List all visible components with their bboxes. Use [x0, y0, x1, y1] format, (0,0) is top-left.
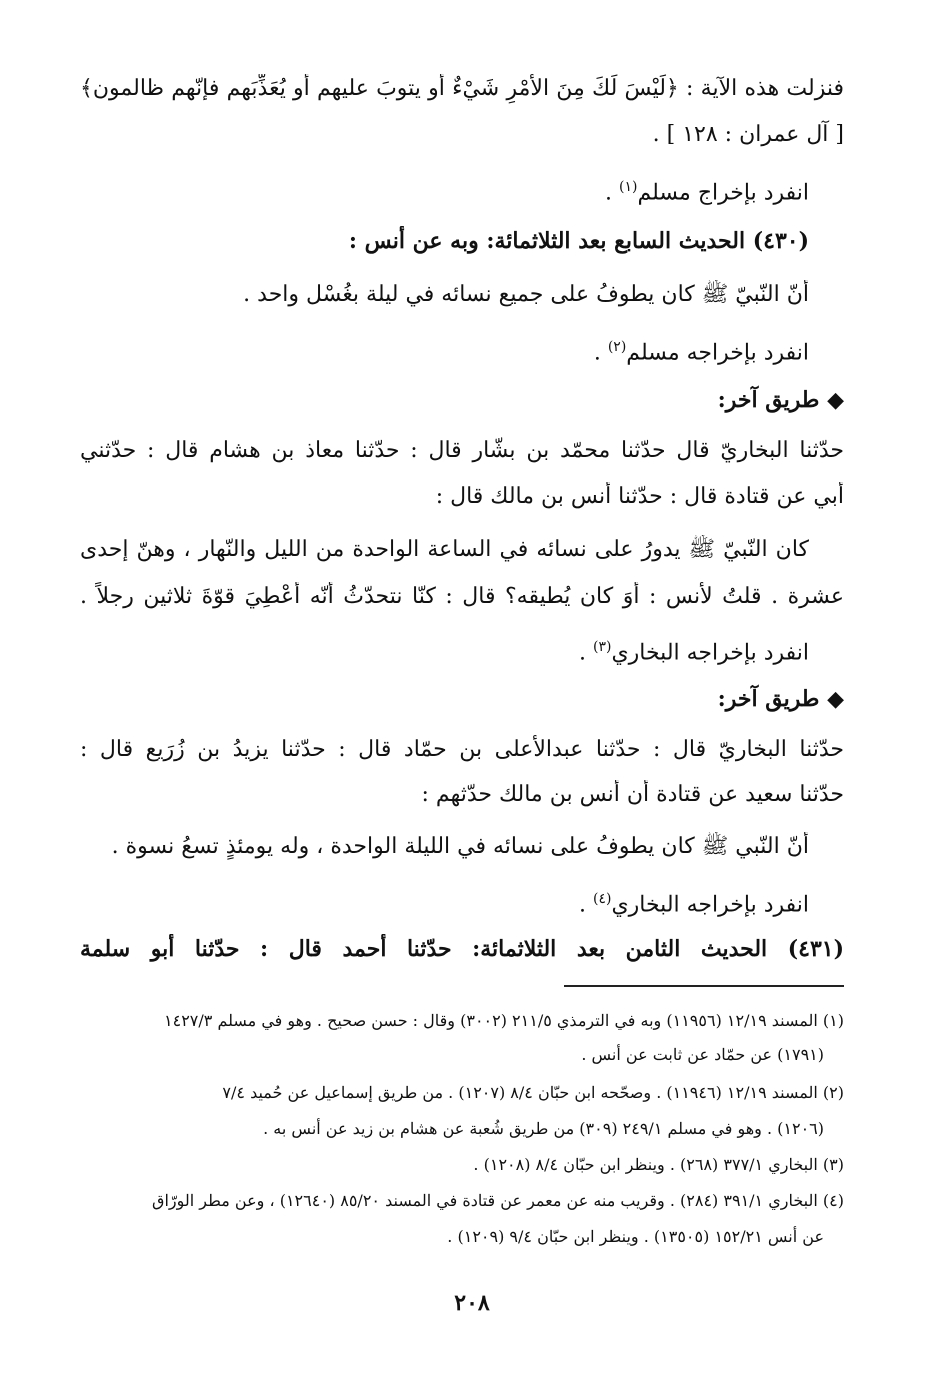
text-line: حدّثنا البخاريّ قال : حدّثنا عبدالأعلى بن حمّاد قال : حدّثنا يزيدُ بن زُرَيع قال : [80, 737, 844, 762]
text-line: أنّ النّبيّ ﷺ كان يطوفُ على جميع نسائه في ليلة بغُسْل واحد . [243, 282, 809, 307]
text-segment: انفرد بإخراجه البخاري [611, 892, 809, 918]
text-line: كان النّبيّ ﷺ يدورُ على نسائه في الساعة الواحدة من الليل والنّهار ، وهنّ إحدى [80, 537, 809, 562]
footnote-separator [564, 985, 844, 987]
footnote-line: عن أنس ١٥٢/٢١ (١٣٥٠٥) . وينظر ابن حبّان ٩/٤ (١٢٠٩) . [447, 1227, 824, 1246]
text-segment: انفرد بإخراج مسلم [637, 180, 809, 206]
text-line: [ آل عمران : ١٢٨ ] . [652, 122, 844, 147]
footnote-line: (٢) المسند ١٢/١٩ (١١٩٤٦) . وصحّحه ابن حبّان ٨/٤ (١٢٠٧) . من طريق إسماعيل عن حُميد ٧/٤ [222, 1083, 844, 1102]
text-line [80, 884, 809, 920]
footnote-marker: (٤) [592, 891, 612, 907]
page-number: ٢٠٨ [454, 1290, 490, 1316]
text-line [80, 632, 809, 668]
text-line [80, 332, 809, 368]
text-segment: انفرد بإخراجه البخاري [611, 640, 809, 666]
text-line [80, 172, 809, 208]
footnote-line: (٣) البخاري ٣٧٧/١ (٢٦٨) . وينظر ابن حبّان ٨/٤ (١٢٠٨) . [473, 1155, 844, 1174]
section-heading: ◆ طريق آخر: [717, 686, 844, 712]
footnote-line: (٤) البخاري ٣٩١/١ (٢٨٤) . وقريب منه عن معمر عن قتادة في المسند ٨٥/٢٠ (١٢٦٤٠) ، وعن مطر الورّاق [152, 1191, 844, 1210]
footnote-marker: (١) [619, 179, 638, 195]
text-segment: . [578, 892, 593, 918]
footnote-line: (١٢٠٦) . وهو في مسلم ٢٤٩/١ (٣٠٩) من طريق شُعبة عن هشام بن زيد عن أنس به . [263, 1119, 824, 1138]
text-line: فنزلت هذه الآية : ﴿لَيْسَ لَكَ مِنَ الأَمْرِ شَيْءٌ أو يتوبَ عليهم أو يُعَذِّبَهم فإنّهم ظالمون﴾ [80, 76, 844, 101]
footnote-marker: (٣) [592, 639, 612, 655]
hadith-heading: (٤٣٠) الحديث السابع بعد الثلاثمائة: وبه عن أنس : [348, 228, 809, 254]
text-line: حدّثنا سعيد عن قتادة أن أنس بن مالك حدّثهم : [421, 782, 844, 807]
text-line: أبي عن قتادة قال : حدّثنا أنس بن مالك قال : [435, 484, 844, 509]
footnote-line: (١) المسند ١٢/١٩ (١١٩٥٦) وبه في الترمذي ٢١١/٥ (٣٠٠٢) وقال : حسن صحيح . وهو في مسلم ١٤٢٧/٣ [164, 1011, 844, 1030]
hadith-heading: (٤٣١) الحديث الثامن بعد الثلاثمائة: حدّثنا أحمد قال : حدّثنا أبو سلمة [80, 936, 844, 962]
text-line: عشرة . قلتُ لأنس : أَوَ كان يُطيقه؟ قال : كنّا نتحدّثُ أنّه أُعْطِيَ قوّةَ ثلاثين رجلاً . [80, 584, 844, 609]
text-segment: انفرد بإخراجه مسلم [626, 340, 809, 366]
footnote-line: (١٧٩١) عن حمّاد عن ثابت عن أنس . [581, 1045, 824, 1064]
text-segment: . [605, 180, 620, 206]
text-line: أنّ النّبي ﷺ كان يطوفُ على نسائه في الليلة الواحدة ، وله يومئذٍ تسعُ نسوة . [111, 834, 809, 859]
text-segment: . [593, 340, 608, 366]
text-line: حدّثنا البخاريّ قال حدّثنا محمّد بن بشّار قال : حدّثنا معاذ بن هشام قال : حدّثني [80, 438, 844, 463]
text-segment: . [578, 640, 593, 666]
footnote-marker: (٢) [607, 339, 627, 355]
section-heading: ◆ طريق آخر: [717, 387, 844, 413]
